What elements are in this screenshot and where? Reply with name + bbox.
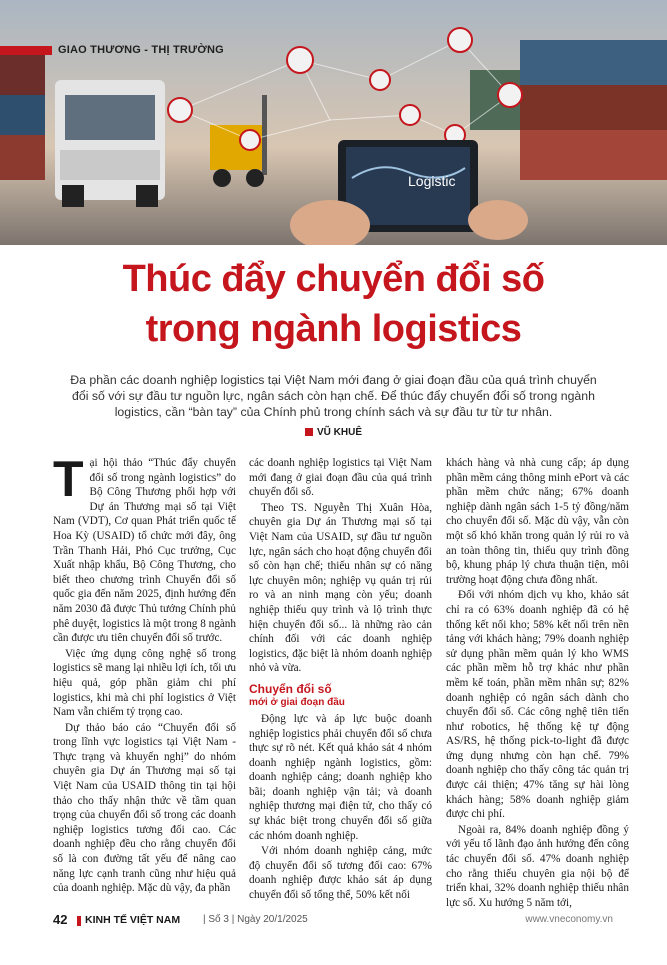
- headline-line-1: Thúc đẩy chuyển đổi số: [122, 258, 545, 300]
- hand-right: [468, 200, 528, 240]
- article-paragraph: Động lực và áp lực buộc doanh nghiệp logistics phải chuyển đổi số chưa thực sự rõ nét. Kết quả khảo sát 4 nhóm doanh nghiệp ngành logistics, gồm: doanh nghiệp cảng; doanh nghiệp kho bãi; doanh nghiệp vận tải; và doanh nghiệp thương mại điện tử, cho thấy có sự khác biệt trong chuyển đổi số giữa các nhóm doanh nghiệp.: [249, 712, 432, 842]
- section-tag-bar: [0, 46, 52, 55]
- subheading-line-2: mới ở giai đoạn đầu: [249, 696, 345, 708]
- headline-line-2: trong ngành logistics: [145, 308, 522, 350]
- byline-marker-icon: [305, 428, 313, 436]
- container-stack-left: [0, 55, 45, 180]
- article-paragraph: Với nhóm doanh nghiệp cảng, mức độ chuyển đổi số tương đối cao: 67% doanh nghiệp được khảo sát áp dụng chuyển đổi số tổng thể, 50% kết nối: [249, 845, 432, 902]
- hero-image: [0, 0, 667, 245]
- page-number: 42: [53, 912, 68, 927]
- truck: [55, 80, 165, 207]
- subheading-line-1: Chuyển đổi số: [249, 681, 332, 696]
- article-column-3: [446, 456, 629, 911]
- article-paragraph: Ngoài ra, 84% doanh nghiệp đồng ý với yếu tố lãnh đạo ảnh hưởng đến công tác chuyển đổi số. 47% doanh nghiệp cho rằng thiếu chuyên gia nội bộ để triển khai, 32% doanh nghiệp thiếu nhân lực số. Xu hướng 5 năm tới,: [446, 823, 629, 909]
- article-paragraph: Đối với nhóm dịch vụ kho, khảo sát chỉ ra có 63% doanh nghiệp đã có hệ thống kết nối kho; 58% kết nối trên nền tảng với khách hàng; 79% doanh nghiệp sử dụng phần mềm quản lý kho WMS các phần mềm hỗ trợ khác như phần mềm kế toán, phần mềm nhân sự; 82% doanh nghiệp có ngân sách dành cho chuyển đổi số. Các công nghệ tiên tiến như robotics, hệ thống kệ tự động AS/RS, hệ thống pick-to-light đã được ứng dụng nhưng còn hạn chế. 79% doanh nghiệp cho thấy công tác quản trị được cải thiện; 47% tăng sự hài lòng khách hàng; 58% doanh nghiệp giảm được chi phí.: [446, 589, 629, 821]
- article-column-2: [249, 456, 432, 904]
- section-tag: GIAO THƯƠNG - THỊ TRƯỜNG: [58, 44, 224, 56]
- tablet-label: Logistic: [408, 173, 456, 189]
- issue-info: | Số 3 | Ngày 20/1/2025: [203, 914, 308, 925]
- magazine-name: KINH TẾ VIỆT NAM: [85, 914, 181, 926]
- logistics-illustration: [0, 0, 667, 245]
- article-column-1: [53, 451, 236, 897]
- article-paragraph: Tại hội thảo “Thúc đẩy chuyển đổi số trong ngành logistics” do Bộ Công Thương phối hợp với Dự án Thương mại số tại Việt Nam (VDT), Cơ quan Phát triển quốc tế Hoa Kỳ (USAID) tổ chức mới đây, ông Trần Thanh Hải, Phó Cục trưởng, Cục Xuất nhập khẩu, Bộ Công Thương, cho biết theo chương trình Chuyển đổi số quốc gia đến năm 2025, định hướng đến năm 2030 đã được Thủ tướng Chính phủ phê duyệt, logistics là một trong 8 ngành cần được ưu tiên chuyển đổi số trước.: [53, 451, 236, 645]
- lead-paragraph: Đa phần các doanh nghiệp logistics tại Việt Nam mới đang ở giai đoạn đầu của quá trình chuyển đổi số với sự đầu tư nguồn lực, ngân sách còn hạn chế. Để thúc đẩy chuyển đổi số trong ngành logistics, cần “bàn tay” của Chính phủ trong chính sách và sự đầu tư từ tư nhân.: [70, 373, 597, 419]
- page-footer: [53, 911, 613, 931]
- author-name: VŨ KHUÊ: [316, 427, 362, 438]
- article-paragraph: Dự thảo báo cáo “Chuyển đổi số trong lĩnh vực logistics tại Việt Nam - Thực trạng và khuyến nghị” do nhóm chuyên gia Dự án Thương mại số tại Việt Nam của USAID thông tin tại hội thảo cho thấy nhận thức về tầm quan trọng của chuyển đổi số trong các doanh nghiệp logistics tương đối cao. Các doanh nghiệp đều cho rằng chuyển đổi số là con đường tất yếu để nâng cao năng lực cạnh tranh cũng như hiệu quả của doanh nghiệp. Mặc dù vậy, đa phần: [53, 721, 236, 895]
- article-paragraph: các doanh nghiệp logistics tại Việt Nam mới đang ở giai đoạn đầu của quá trình chuyển đổi số.: [249, 457, 432, 499]
- website: www.vneconomy.vn: [525, 914, 613, 925]
- article-paragraph: Việc ứng dụng công nghệ số trong logistics sẽ mang lại nhiều lợi ích, tối ưu hiệu quả, góp phần giảm chi phí logistics, khi mà chi phí logistics ở Việt Nam vẫn chiếm tỷ trọng cao.: [53, 647, 236, 719]
- article-paragraph: khách hàng và nhà cung cấp; áp dụng phần mềm cảng thông minh ePort và các phần mềm chức năng; 67% doanh nghiệp dành ngân sách 1-5 tỷ đồng/năm cho chuyển đổi số. Mặc dù vậy, vẫn còn một số khó khăn trong quản lý rủi ro và an toàn thông tin, thiếu quy trình đồng bộ, khung pháp lý chưa thuận tiện, môi trường hoạt động chưa đồng nhất.: [446, 457, 629, 586]
- article-paragraph: Theo TS. Nguyễn Thị Xuân Hòa, chuyên gia Dự án Thương mại số tại Việt Nam của USAID, sự đầu tư nguồn lực, ngân sách cho hoạt động chuyển đổi số còn hạn chế; thiếu nhân sự có năng lực chuyên môn; nghiệp vụ quản trị rủi ro và an ninh mạng còn yếu; doanh nghiệp thiếu quy trình và lộ trình thực hiện chuyển đổi số... là những rào cản chính đối với các doanh nghiệp logistics, đặc biệt là nhóm doanh nghiệp nhỏ và vừa.: [249, 501, 432, 675]
- byline: [0, 427, 667, 438]
- subheading: [249, 682, 432, 710]
- footer-marker: [77, 916, 81, 926]
- drop-cap: T: [53, 451, 84, 507]
